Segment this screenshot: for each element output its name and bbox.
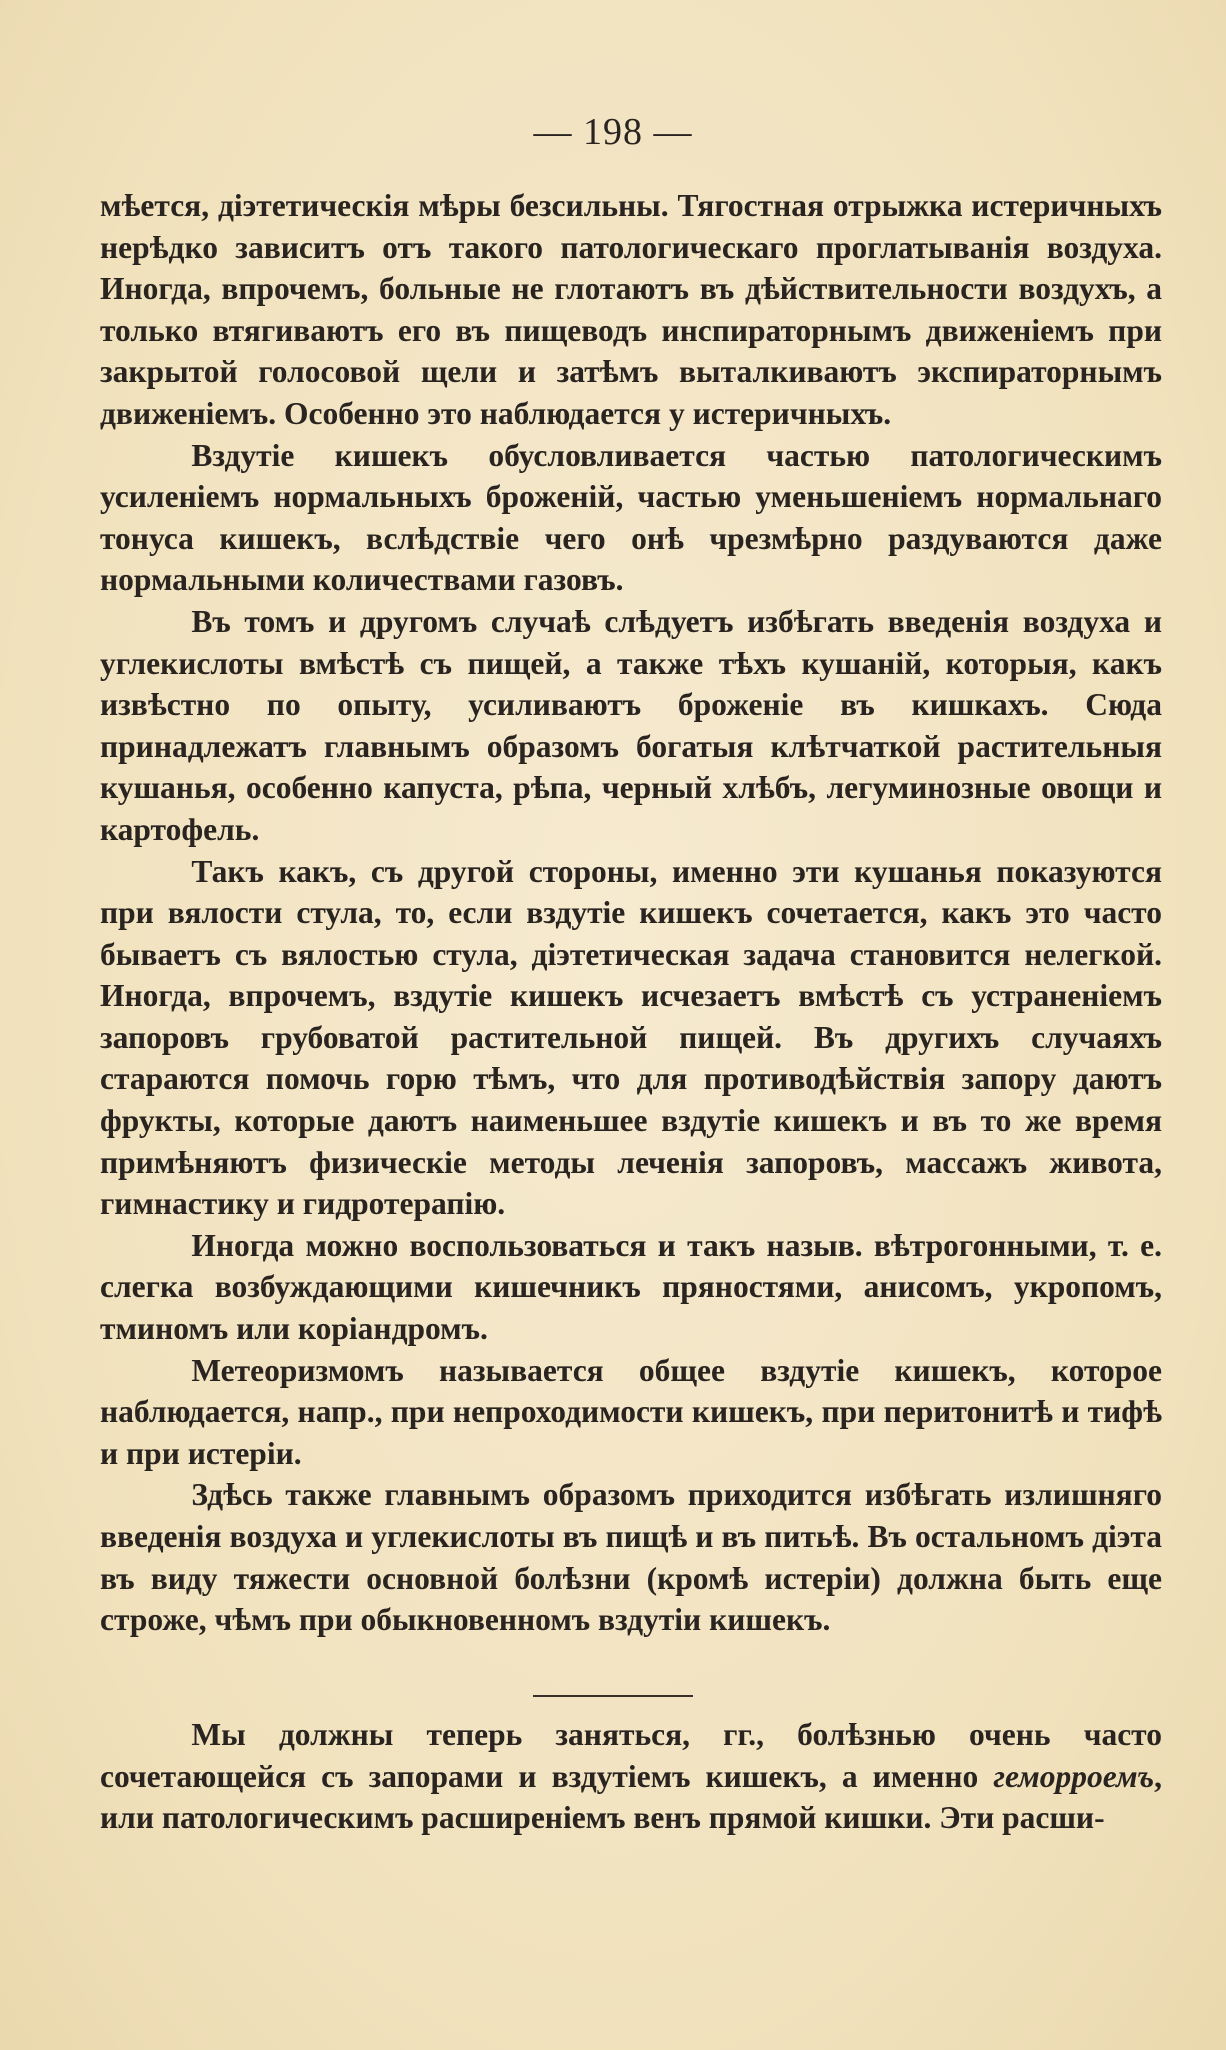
paragraph-5: Иногда можно воспользоваться и такъ назыв. вѣтрогонными, т. е. слегка возбуждающими кишечникъ пряностями, анисомъ, укропомъ, тминомъ или коріандромъ. [100, 1227, 1162, 1347]
paragraph-7: Здѣсь также главнымъ образомъ приходится избѣгать излишняго введенія воздуха и углекислоты въ пищѣ и въ питьѣ. Въ остальномъ діэта въ виду тяжести основной болѣзни (кромѣ истеріи) должна быть еще строже, чѣмъ при обыкновенномъ вздутіи кишекъ. [100, 1477, 1162, 1638]
paragraph-1: мѣется, діэтетическія мѣры безсильны. Тягостная отрыжка истеричныхъ нерѣдко зависитъ отъ такого патологическаго проглатыванія воздуха. Иногда, впрочемъ, больные не глотаютъ въ дѣйствительности воздухъ, а только втягиваютъ его въ пищеводъ инспираторнымъ движеніемъ при закрытой голосовой щели и затѣмъ выталкиваютъ экспираторнымъ движеніемъ. Особенно это наблюдается у истеричныхъ. [100, 188, 1162, 431]
section-divider [0, 1695, 1226, 1697]
emphasized-term: геморроемъ [993, 1758, 1155, 1794]
paragraph-8-end: , или патологическимъ расширеніемъ венъ прямой кишки. Эти расши- [100, 1758, 1162, 1836]
divider-line [533, 1695, 693, 1697]
paragraph-3: Въ томъ и другомъ случаѣ слѣдуетъ избѣгать введенія воздуха и углекислоты вмѣстѣ съ пищей, а также тѣхъ кушаній, которыя, какъ извѣстно по опыту, усиливаютъ броженіе въ кишкахъ. Сюда принадлежатъ главнымъ образомъ богатыя клѣтчаткой растительныя кушанья, особенно капуста, рѣпа, черный хлѣбъ, легуминозные овощи и картофель. [100, 603, 1162, 847]
paragraph-2: Вздутіе кишекъ обусловливается частью патологическимъ усиленіемъ нормальныхъ броженій, частью уменьшеніемъ нормальнаго тонуса кишекъ, вслѣдствіе чего онѣ чрезмѣрно раздуваются даже нормальными количествами газовъ. [100, 437, 1162, 598]
paragraph-8 [100, 1714, 1162, 1839]
page-number: — 198 — [533, 111, 693, 153]
new-section-text [100, 1714, 1162, 1839]
paragraph-4: Такъ какъ, съ другой стороны, именно эти кушанья показуются при вялости стула, то, если вздутіе кишекъ сочетается, какъ это часто бываетъ съ вялостью стула, діэтетическая задача становится нелегкой. Иногда, впрочемъ, вздутіе кишекъ исчезаетъ вмѣстѣ съ устраненіемъ запоровъ грубоватой растительной пищей. Въ другихъ случаяхъ стараются помочь горю тѣмъ, что для противодѣйствія запору даютъ фрукты, которые даютъ наименьшее вздутіе кишекъ и въ то же время примѣняютъ физическіе методы леченія запоровъ, массажъ живота, гимнастику и гидротерапію. [100, 853, 1162, 1222]
paragraph-8-start: Мы должны теперь заняться, гг., болѣзнью очень часто сочетающейся съ запорами и вздутіемъ кишекъ, а именно [100, 1717, 1162, 1794]
main-text [100, 185, 1162, 1641]
paragraph-6: Метеоризмомъ называется общее вздутіе кишекъ, которое наблюдается, напр., при непроходимости кишекъ, при перитонитѣ и тифѣ и при истеріи. [100, 1352, 1162, 1471]
